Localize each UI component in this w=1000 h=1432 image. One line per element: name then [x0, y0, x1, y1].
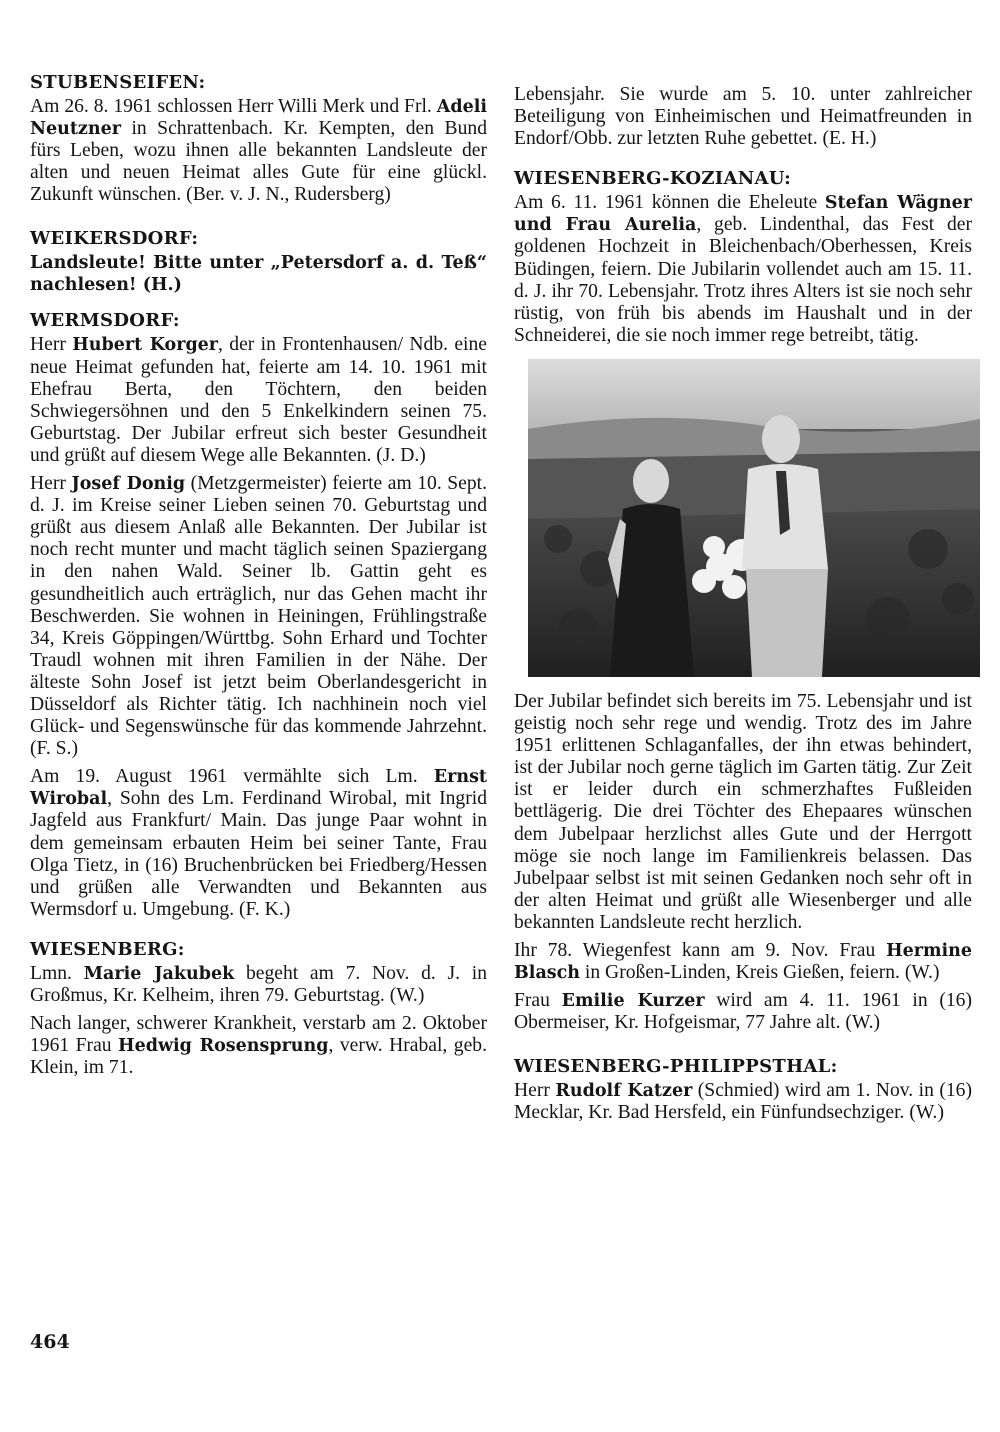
person-name: Marie Jakubek [83, 963, 235, 984]
right-column [514, 84, 972, 1131]
person-name: Josef Donig [71, 474, 186, 495]
person-name: Ernst Wirobal [30, 767, 487, 810]
left-column [30, 72, 487, 1085]
article-paragraph: Herr Rudolf Katzer (Schmied) wird am 1. Nov. in (16) Mecklar, Kr. Bad Hersfeld, ein Fünfundsechziger. (W.) [514, 1080, 972, 1124]
section-heading-wiesenberg-kozianau: WIESENBERG-KOZIANAU: [514, 168, 792, 190]
article-paragraph: Am 19. August 1961 vermählte sich Lm. Ernst Wirobal, Sohn des Lm. Ferdinand Wirobal, mit Ingrid Jagfeld aus Frankfurt/ Main. Das junge Paar wohnt in dem gemeinsam erbauten Heim bei seiner Tante, Frau Olga Tietz, in (16) Bruchenbrücken bei Friedberg/Hessen und grüßen alle Verwandten und Bekannten aus Wermsdorf u. Umgebung. (F. K.) [30, 766, 487, 920]
section-heading-wermsdorf: WERMSDORF: [30, 310, 180, 332]
article-paragraph: Herr Josef Donig (Metzgermeister) feierte am 10. Sept. d. J. im Kreise seiner Lieben seinen 70. Geburtstag und grüßt aus diesem Anlaß alle Bekannten. Der Jubilar ist noch recht munter und macht täglich seinen Spaziergang in den nahen Wald. Seiner lb. Gattin geht es gesundheitlich auch erträglich, nur das Gehen macht ihr Beschwerden. Sie wohnen in Heiningen, Frühlingstraße 34, Kreis Göppingen/Württbg. Sohn Erhard und Tochter Traudl wohnen mit ihren Familien in der Nähe. Der älteste Sohn Josef ist jetzt beim Oberlandesgericht in Düsseldorf als Richter tätig. Ich nachhinein noch viel Glück- und Segenswünsche für das kommende Jahrzehnt. (F. S.) [30, 473, 488, 760]
person-name: Hermine Blasch [514, 940, 972, 984]
page-number: 464 [30, 1331, 70, 1353]
section-heading-weikersdorf: WEIKERSDORF: [30, 228, 199, 250]
person-name: Hubert Korger [72, 335, 219, 356]
article-paragraph: Lmn. Marie Jakubek begeht am 7. Nov. d. J. in Großmus, Kr. Kelheim, ihren 79. Geburtstag. (W.) [30, 962, 487, 1006]
article-paragraph: Lebensjahr. Sie wurde am 5. 10. unter zahlreicher Beteiligung von Einheimischen und Heimatfreunden in Endorf/Obb. zur letzten Ruhe gebettet. (E. H.) [514, 84, 972, 150]
person-name: Adeli Neutzner [30, 97, 487, 140]
couple-photo [528, 359, 980, 677]
person-name: Hedwig Rosensprung [118, 1036, 329, 1057]
article-paragraph: Ihr 78. Wiegenfest kann am 9. Nov. Frau Hermine Blasch in Großen-Linden, Kreis Gießen, feiern. (W.) [514, 939, 972, 984]
article-paragraph: Der Jubilar befindet sich bereits im 75. Lebensjahr und ist geistig noch sehr rege und wendig. Trotz des im Jahre 1951 erlittenen Schlaganfalles, der ihn etwas behindert, ist der Jubilar noch gerne täglich im Garten tätig. Zur Zeit ist er leider durch ein schmerzhaftes Fußleiden bettlägerig. Die drei Töchter des Ehepaares wünschen dem Jubelpaar herzlichst alles Gute und der Herrgott möge sie noch lange im Familienkreis belassen. Das Jubelpaar selbst ist mit seinen Gedanken noch sehr oft in der alten Heimat und grüßt alle Wiesenberger und alle bekannten Landsleute recht herzlich. [514, 690, 972, 933]
section-heading-wiesenberg: WIESENBERG: [30, 938, 185, 960]
article-paragraph: Herr Hubert Korger, der in Frontenhausen/ Ndb. eine neue Heimat gefunden hat, feierte am 14. 10. 1961 mit Ehefrau Berta, den Töchtern, den beiden Schwiegersöhnen und den 5 Enkelkindern seinen 75. Geburtstag. Der Jubilar erfreut sich bester Gesundheit und grüßt auf diesem Wege alle Bekannten. (J. D.) [30, 334, 487, 466]
person-name: Stefan Wägner und Frau Aurelia [514, 193, 972, 236]
section-heading-stubenseifen: STUBENSEIFEN: [30, 72, 206, 93]
section-heading-wiesenberg-philippsthal: WIESENBERG-PHILIPPSTHAL: [514, 1056, 838, 1078]
article-paragraph: Nach langer, schwerer Krankheit, verstarb am 2. Oktober 1961 Frau Hedwig Rosensprung, verw. Hrabal, geb. Klein, im 71. [30, 1013, 487, 1079]
article-paragraph: Frau Emilie Kurzer wird am 4. 11. 1961 in (16) Obermeiser, Kr. Hofgeismar, 77 Jahre alt. (W.) [514, 990, 972, 1034]
photo-illustration [528, 359, 980, 677]
person-name: Rudolf Katzer [555, 1081, 693, 1102]
person-name: Emilie Kurzer [561, 991, 705, 1012]
article-paragraph: Am 6. 11. 1961 können die Eheleute Stefan Wägner und Frau Aurelia, geb. Lindenthal, das Fest der goldenen Hochzeit in Bleichenbach/Oberhessen, Kreis Büdingen, feiern. Die Jubilarin vollendet auch am 15. 11. d. J. ihr 70. Lebensjahr. Trotz ihres Alters ist sie noch sehr rüstig, von früh bis abends im Haushalt und in der Schneiderei, die sie noch immer rege betreibt, tätig. [514, 192, 972, 346]
article-paragraph: Am 26. 8. 1961 schlossen Herr Willi Merk und Frl. Adeli Neutzner in Schrattenbach. Kr. Kempten, den Bund fürs Leben, wozu ihnen alle bekannten Landsleute der alten und neuen Heimat alles Gute für eine glückl. Zukunft wünschen. (Ber. v. J. N., Rudersberg) [30, 96, 487, 206]
notice-text: Landsleute! Bitte unter „Petersdorf a. d. Teß“ nachlesen! (H.) [30, 253, 487, 296]
